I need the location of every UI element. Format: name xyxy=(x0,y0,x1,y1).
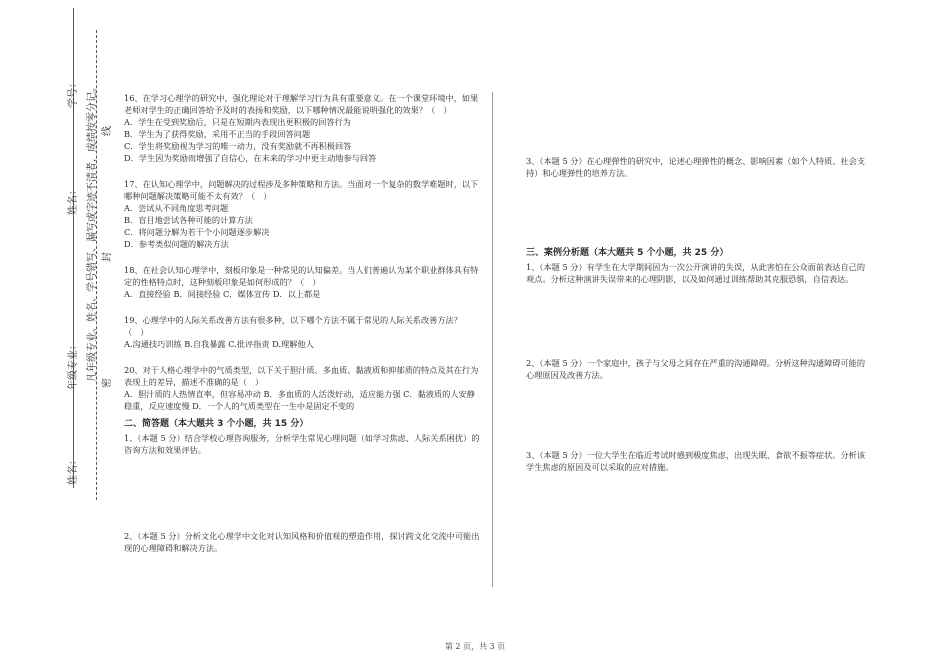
question-19-options: A.沟通技巧训练 B.自我暴露 C.批评指责 D.理解他人 xyxy=(124,339,314,349)
right-column xyxy=(526,155,866,473)
seal-label-xian: 线 xyxy=(102,126,113,136)
name-label: 姓名： xyxy=(68,185,79,215)
question-16-option-d: D．学生因为奖励而增强了自信心，在未来的学习中更主动地参与回答 xyxy=(124,153,377,163)
question-17 xyxy=(124,178,480,250)
section-2-title: 二、简答题（本大题共 3 个小题，共 15 分） xyxy=(124,419,309,429)
page-footer: 第 2 页，共 3 页 xyxy=(444,642,506,651)
column-divider xyxy=(492,92,493,587)
short-answer-3: 3、（本题 5 分）在心理弹性的研究中，论述心理弹性的概念、影响因素（如个人特质、社会支持）和心理弹性的培养方法。 xyxy=(526,156,866,178)
question-16-option-b: B．学生为了获得奖励，采用不正当的手段回答问题 xyxy=(124,129,311,139)
question-18-options: A．直接经验 B．间接经验 C．媒体宣传 D．以上都是 xyxy=(124,289,321,299)
question-17-stem: 17、在认知心理学中，问题解决的过程涉及多种策略和方法。当面对一个复杂的数学难题时，以下哪种问题解决策略可能不太有效？（ ） xyxy=(124,179,479,201)
question-18-stem: 18、在社会认知心理学中，刻板印象是一种常见的认知偏差。当人们普遍认为某个职业群体具有特定的性格特点时，这种刻板印象是如何形成的？（ ） xyxy=(124,265,479,287)
left-column xyxy=(124,92,480,554)
student-id-label: 学号： xyxy=(68,78,79,108)
seal-label-mi: 密 xyxy=(102,378,113,388)
question-17-option-a: A．尝试从不同角度思考问题 xyxy=(124,203,229,213)
county-label: 姓名： xyxy=(68,455,79,485)
question-20-stem: 20、对于人格心理学中的气质类型，以下关于胆汁质、多血质、黏液质和抑郁质的特点及其在行为表现上的差异，描述不准确的是（ ） xyxy=(124,365,479,387)
question-16 xyxy=(124,92,480,164)
binding-warning: 凡年级专业、姓名、学号错写、漏写或字迹不清者，成绩按零分记。 xyxy=(87,82,98,382)
question-16-stem: 16、在学习心理学的研究中，强化理论对于理解学习行为具有重要意义。在一个课堂环境中，如果老师对学生的正确回答给予及时的表扬和奖励，以下哪种情况最能说明强化的效果？（ ） xyxy=(124,93,479,115)
question-17-option-b: B．盲目地尝试各种可能的计算方法 xyxy=(124,215,253,225)
short-answer-2: 2、（本题 5 分）分析文化心理学中文化对认知风格和价值观的塑造作用，探讨跨文化交流中可能出现的心理障碍和解决方法。 xyxy=(124,531,480,553)
binding-margin xyxy=(0,0,112,672)
question-17-option-c: C．将问题分解为若干个小问题逐步解决 xyxy=(124,227,270,237)
section-3-title: 三、案例分析题（本大题共 5 个小题，共 25 分） xyxy=(526,248,729,258)
question-16-option-c: C．学生将奖励视为学习的唯一动力，没有奖励就不再积极回答 xyxy=(124,141,352,151)
question-19-stem: 19、心理学中的人际关系改善方法有很多种，以下哪个方法不属于常见的人际关系改善方法？（ ） xyxy=(124,315,462,337)
question-16-option-a: A．学生在受到奖励后，只是在短期内表现出更积极的回答行为 xyxy=(124,117,351,127)
case-2: 2、（本题 5 分）一个家庭中，孩子与父母之间存在严重的沟通障碍。分析这种沟通障碍可能的心理原因及改善方法。 xyxy=(526,358,866,380)
question-20 xyxy=(124,364,480,412)
short-answer-1: 1、（本题 5 分）结合学校心理咨询服务，分析学生常见心理问题（如学习焦虑、人际关系困扰）的咨询方法和效果评估。 xyxy=(124,433,480,455)
case-3: 3、（本题 5 分）一位大学生在临近考试时感到极度焦虑，出现失眠、食欲不振等症状。分析该学生焦虑的原因及可以采取的应对措施。 xyxy=(526,450,866,472)
question-20-options: A．胆汁质的人热情直率，但容易冲动 B．多血质的人活泼好动，适应能力强 C．黏液质的人安静稳重，反应速度慢 D．一个人的气质类型在一生中是固定不变的 xyxy=(124,389,475,411)
major-label: 年级专业： xyxy=(68,340,79,390)
question-19 xyxy=(124,314,480,350)
question-17-option-d: D．参考类似问题的解决方法 xyxy=(124,239,229,249)
seal-label-feng: 封 xyxy=(102,252,113,262)
case-1: 1、（本题 5 分）有学生在大学期间因为一次公开演讲的失误，从此害怕在公众面前表达自己的观点。分析这种演讲失误带来的心理阴影，以及如何通过训练帮助其克服恐惧，自信表达。 xyxy=(526,262,866,284)
question-18 xyxy=(124,264,480,300)
